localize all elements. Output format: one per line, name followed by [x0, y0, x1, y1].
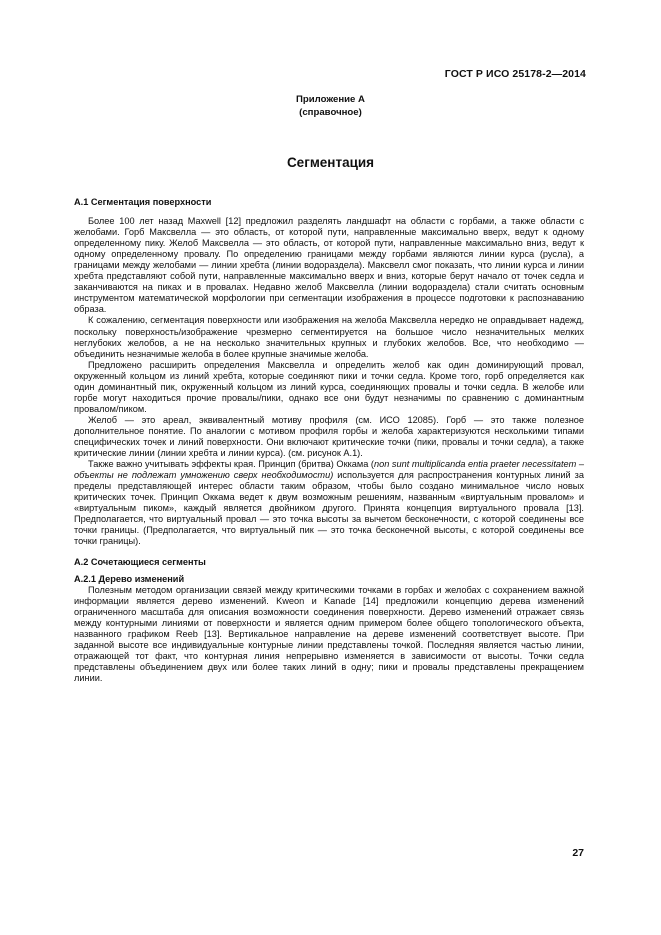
annex-type: (справочное): [299, 107, 362, 118]
paragraph: [74, 459, 584, 547]
paragraph: Более 100 лет назад Maxwell [12] предложил разделять ландшафт на области с горбами, а также области с желобами. Горб Максвелла — это область, от которой пути, направленные максимально вверх, ведут к одному определенному пику. Желоб Максвелла — это область, от которой пути, направленные максимально вниз, ведут к одному определенному провалу. По определению границами между горбами являются линии курса (русла), а границами между желобами — линии хребта (линии водораздела). Максвелл смог показать, что линии курса и линии хребта представляют собой пути, направленные максимально вверх и вниз, которые берут начало от точек седла и заканчиваются на пиках и в провалах. Недавно желоб Максвелла (линии водораздела) стали считать основным инструментом математической морфологии при сегментации изображения в процессе подготовки к распознаванию образа.: [74, 216, 584, 315]
section-heading-a2: А.2 Сочетающиеся сегменты: [74, 557, 206, 568]
document-body: [74, 197, 584, 684]
paragraph: К сожалению, сегментация поверхности или изображения на желоба Максвелла нередко не оправдывает надежд, поскольку поверхность/изображение чрезмерно сегментируется на большое число незначительных мелких неглубоких желобов, а не на несколько значительных крупных и глубоких желобов. Все, что необходимо — объединить незначимые желоба в более крупные значимые желоба.: [74, 315, 584, 359]
paragraph-text: Также важно учитывать эффекты края. Принцип (бритва) Оккама (: [88, 459, 374, 470]
annex-title: Приложение А: [296, 94, 365, 105]
latin-quote: non sunt multiplicanda entia praeter necessitatem – объекты не подлежат умножению сверх необходимости): [74, 459, 584, 481]
standard-header: ГОСТ Р ИСО 25178-2—2014: [444, 68, 586, 80]
section-heading-a1: А.1 Сегментация поверхности: [74, 197, 212, 207]
paragraph: Полезным методом организации связей между критическими точками в горбах и желобах с сохранением важной информации является дерево изменений. Kweon и Kanade [14] предложили концепцию дерева изменений ограниченного масштаба для описания возможности соединения поверхности. Дерево изменений отражает связь между контурными линиями от поверхности и является одним примером более общего топологического объекта, названного графиком Reeb [13]. Вертикальное направление на дереве изменений соответствует высоте. При заданной высоте все индивидуальные контурные линии представлены точкой. Последняя является частью линии, отражающей тот факт, что контурная линия непрерывно изменяется в зависимости от высоты. Точки седла представлены объединением двух или более таких линий в одну; пики и провалы представлены прекращением линии.: [74, 584, 584, 683]
paragraph-text: используется для распространения контурных линий за пределы представляющей интерес области таким образом, чтобы было создано минимальное число новых критических точек. Принцип Оккама ведет к двум возможным решениям, названным «виртуальным провалом» и «виртуальным пиком», каждый является двойником другого. Принята концепция виртуального провала [13]. Предполагается, что виртуальный провал — это точка высоты за вычетом бесконечности, с которой соединены все точки границы. (Предполагается, что виртуальный пик — это точка бесконечной высоты, с которой соединены все точки границы).: [74, 470, 584, 547]
page-title: Сегментация: [286, 155, 375, 170]
page-number: 27: [572, 847, 584, 859]
paragraph: Предложено расширить определения Максвелла и определить желоб как один доминирующий провал, окруженный кольцом из линий хребта, которые соединяют пики и точки седла. Кроме того, горб определяется как один доминантный пик, окруженный кольцом из линий курса, соединяющих провалы и точки седла. В желобе или горбе могут находиться прочие провалы/пики, однако все они будут незначимы по сравнению с доминантным провалом/пиком.: [74, 359, 584, 414]
paragraph: Желоб — это ареал, эквивалентный мотиву профиля (см. ИСО 12085). Горб — это также полезное дополнительное понятие. По аналогии с мотивом профиля горбы и желоба характеризуются несколькими типами специфических точек и линий поверхности. Они включают критические точки (пики, провалы и точки седла), а также критические линии (линии хребта и линии курса). (см. рисунок А.1).: [74, 414, 584, 459]
annex-label: [0, 93, 661, 119]
section-heading-a21: А.2.1 Дерево изменений: [74, 573, 185, 584]
